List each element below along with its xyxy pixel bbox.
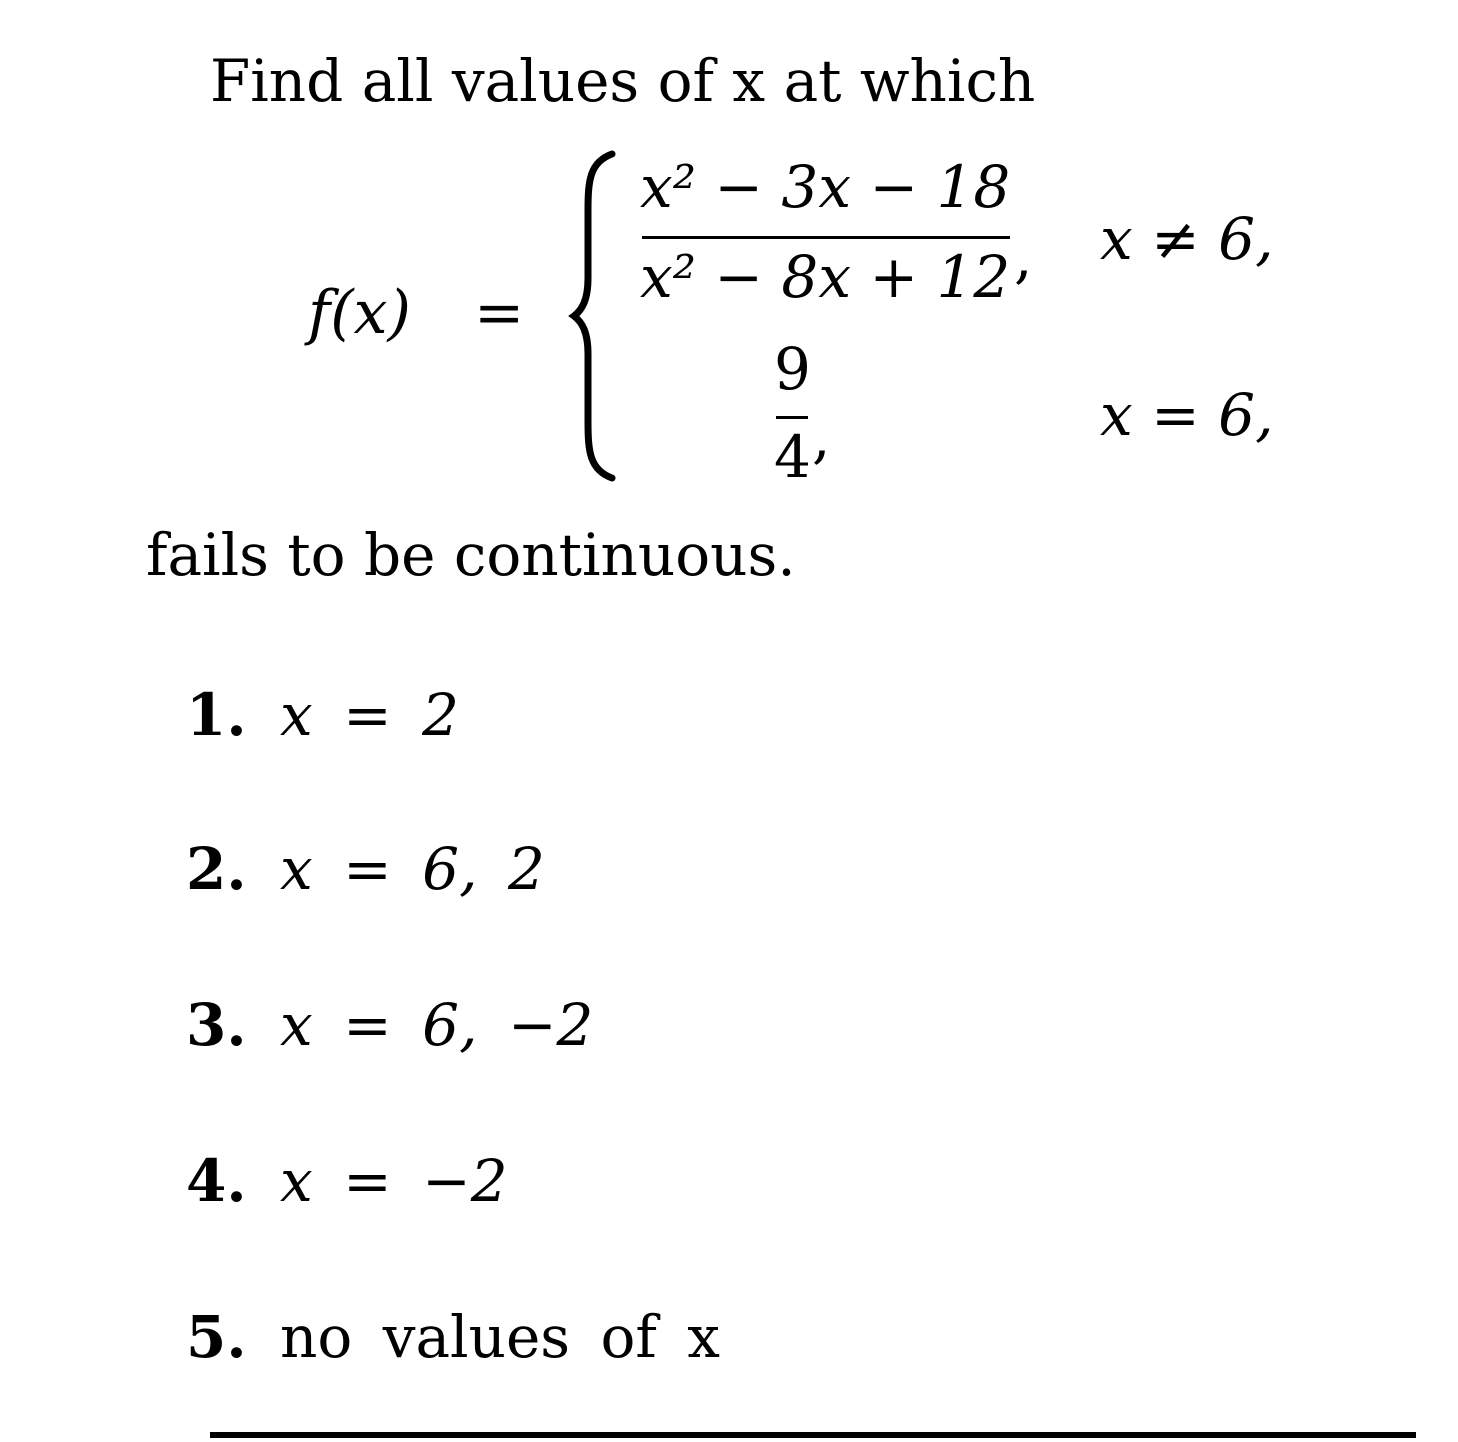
option-number: 5. xyxy=(186,1303,247,1371)
option-text: x = 6, −2 xyxy=(280,991,594,1059)
answer-option-2[interactable] xyxy=(186,834,545,904)
piece1-condition: x ≠ 6, xyxy=(1100,205,1274,273)
piece1-comma: , xyxy=(1014,223,1033,291)
equals-sign: = xyxy=(474,278,525,348)
piece1-numerator: x² − 3x − 18 xyxy=(640,153,1011,221)
option-text: no values of x xyxy=(280,1303,721,1371)
option-text: x = 6, 2 xyxy=(280,835,545,903)
question-outro: fails to be continuous. xyxy=(146,521,796,589)
piece2-comma: , xyxy=(812,403,831,471)
answer-option-1[interactable] xyxy=(186,680,459,750)
piece2-condition: x = 6, xyxy=(1100,381,1274,449)
option-number: 3. xyxy=(186,991,247,1059)
answer-option-3[interactable] xyxy=(186,990,593,1060)
piece1-fraction-bar xyxy=(642,236,1010,239)
answer-option-5[interactable] xyxy=(186,1302,720,1372)
bottom-rule xyxy=(210,1432,1416,1438)
function-name: f(x) xyxy=(308,278,411,348)
piece1-denominator: x² − 8x + 12 xyxy=(640,243,1011,311)
piece2-fraction-bar xyxy=(776,416,808,419)
option-number: 2. xyxy=(186,835,247,903)
option-number: 1. xyxy=(186,681,247,749)
piece2-denominator: 4 xyxy=(774,423,811,491)
option-text: x = −2 xyxy=(280,1147,508,1215)
piece2-numerator: 9 xyxy=(774,335,811,403)
answer-option-4[interactable] xyxy=(186,1146,508,1216)
left-brace xyxy=(568,150,628,482)
question-intro: Find all values of x at which xyxy=(210,47,1036,115)
option-text: x = 2 xyxy=(280,681,460,749)
option-number: 4. xyxy=(186,1147,247,1215)
